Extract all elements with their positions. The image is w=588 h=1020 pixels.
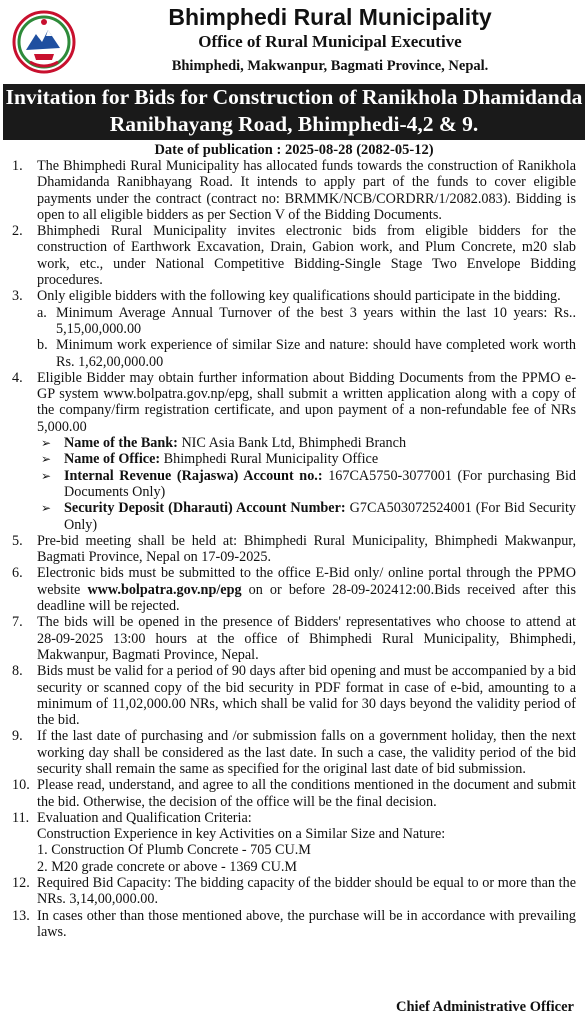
notice-title-banner xyxy=(3,84,585,140)
item-number: 9. xyxy=(12,728,23,745)
list-item xyxy=(0,777,588,810)
item-number: 6. xyxy=(12,565,23,582)
bank-detail-bullet xyxy=(37,468,576,501)
sub-item-letter: a. xyxy=(37,304,47,321)
sub-item xyxy=(37,337,576,370)
list-item xyxy=(0,614,588,663)
office-name: Office of Rural Municipal Executive xyxy=(198,32,462,51)
item-number: 5. xyxy=(12,532,23,549)
list-item xyxy=(0,875,588,908)
item-text: The bids will be opened in the presence of Bidders' representatives who choose to attend at 28-09-2025 13:00 hours at the office of Bhimphedi Rural Municipality, Bhimphedi, Makwanpur, Bagmati Province, Nepal. xyxy=(37,614,576,663)
bullet-label: Name of the Bank: xyxy=(64,435,178,452)
item-text: The Bhimphedi Rural Municipality has allocated funds towards the construction of Ranikhola Dhamidanda Ranibhayang Road. It intends to apply part of the funds to cover eligible payments under the contract (contract no: BRMMK/NCB/CORDRR/1/2082.083). Bidding is open to all eligible bidders as per Section V of the Bidding Documents. xyxy=(37,158,576,223)
item-number: 1. xyxy=(12,158,23,174)
header xyxy=(0,0,588,82)
bullet-value: NIC Asia Bank Ltd, Bhimphedi Branch xyxy=(177,435,407,452)
item-number: 13. xyxy=(12,907,30,924)
list-item xyxy=(0,663,588,728)
bullet-value: 167CA5750-3077001 (For purchasing Bid Documents Only) xyxy=(64,467,576,500)
list-item xyxy=(0,370,588,533)
bank-detail-bullet xyxy=(37,500,576,533)
list-item xyxy=(0,288,588,369)
item-text-pre: Electronic bids must be submitted to the office E-Bid only/ online portal through the PPMO website xyxy=(37,565,576,598)
criteria-line: Construction Experience in key Activities on a Similar Size and Nature: xyxy=(37,826,446,843)
bank-detail-bullet xyxy=(37,435,576,451)
item-number: 3. xyxy=(12,288,23,305)
item-number: 4. xyxy=(12,369,23,386)
sub-item-text: Minimum work experience of similar Size and nature: should have completed work worth Rs. 1,62,00,000.00 xyxy=(56,337,576,370)
bullet-label: Security Deposit (Dharauti) Account Number: xyxy=(64,500,346,517)
arrow-bullet-icon: ➢ xyxy=(41,436,52,451)
bullet-value: Bhimphedi Rural Municipality Office xyxy=(160,451,379,468)
item-text: In cases other than those mentioned above, the purchase will be in accordance with prevailing laws. xyxy=(37,907,576,940)
list-item xyxy=(0,728,588,777)
item-text: Pre-bid meeting shall be held at: Bhimphedi Rural Municipality, Bhimphedi Makwanpur, Bagmati Province, Nepal on 17-09-2025. xyxy=(37,532,576,566)
list-item xyxy=(0,565,588,614)
item-text-post: on or before 28-09-202412:00.Bids received after this deadline will be rejected. xyxy=(37,581,576,615)
list-item xyxy=(0,533,588,566)
bullet-label: Internal Revenue (Rajaswa) Account no.: xyxy=(64,467,323,484)
bullet-value: G7CA503072524001 (For Bid Security Only) xyxy=(64,500,577,533)
item-text: Eligible Bidder may obtain further information about Bidding Documents from the PPMO e-GP system www.bolpatra.gov.np/epg, shall submit a written application along with a copy of the company/firm registration certificate, and upon payment of a non-refundable fee of NRs 5,000.00 xyxy=(37,369,576,435)
criteria-line: 1. Construction Of Plumb Concrete - 705 CU.M xyxy=(37,842,311,859)
item-number: 7. xyxy=(12,614,23,631)
list-item xyxy=(0,158,588,223)
criteria-line: 2. M20 grade concrete or above - 1369 CU.M xyxy=(37,858,298,875)
bolpatra-link[interactable]: www.bolpatra.gov.np/epg xyxy=(87,581,242,598)
item-text: If the last date of purchasing and /or submission falls on a government holiday, then the next working day shall be considered as the last date. In such a case, the validity period of the bid security shall remain the same as specified for the original last date of bid submission. xyxy=(37,728,576,777)
notice-title-line-2: Ranibhayang Road, Bhimphedi-4,2 & 9. xyxy=(109,112,479,136)
notice-title-line-1: Invitation for Bids for Construction of Ranikhola Dhamidanda xyxy=(5,85,583,109)
arrow-bullet-icon: ➢ xyxy=(41,452,52,467)
bank-detail-bullet xyxy=(37,451,576,467)
terms-list xyxy=(0,158,588,940)
list-item xyxy=(0,223,588,288)
item-number: 2. xyxy=(12,223,23,240)
arrow-bullet-icon: ➢ xyxy=(41,468,52,483)
item-text: Evaluation and Qualification Criteria: xyxy=(37,809,252,826)
arrow-bullet-icon: ➢ xyxy=(41,501,52,516)
sub-item xyxy=(37,305,576,338)
item-number: 11. xyxy=(12,809,30,826)
item-number: 8. xyxy=(12,663,23,680)
office-address: Bhimphedi, Makwanpur, Bagmati Province, Nepal. xyxy=(171,58,489,74)
nepal-government-emblem-icon xyxy=(12,10,76,74)
item-text: Only eligible bidders with the following key qualifications should participate in the bidding. xyxy=(37,288,561,305)
sub-item-letter: b. xyxy=(37,337,48,354)
bullet-label: Name of Office: xyxy=(64,451,161,468)
list-item xyxy=(0,810,588,875)
item-text: Required Bid Capacity: The bidding capacity of the bidder should be equal to or more than the NRs. 3,14,00,000.00. xyxy=(37,875,576,908)
publication-date: Date of publication : 2025-08-28 (2082-05-12) xyxy=(154,142,434,158)
item-text: Bids must be valid for a period of 90 days after bid opening and must be accompanied by a bid security or scanned copy of the bid security in PDF format in case of e-bid, amounting to a minimum of 11,02,000.00 NRs, which shall be valid for 30 days beyond the validity period of the bid. xyxy=(37,663,576,729)
sub-item-text: Minimum Average Annual Turnover of the best 3 years within the last 10 years: Rs.. 5,15,00,000.00 xyxy=(56,304,576,337)
list-item xyxy=(0,908,588,941)
item-text: Please read, understand, and agree to all the conditions mentioned in the document and submit the bid. Otherwise, the decision of the office will be the final decision. xyxy=(37,777,576,810)
municipality-name: Bhimphedi Rural Municipality xyxy=(168,4,492,30)
item-number: 10. xyxy=(12,777,30,794)
item-text: Bhimphedi Rural Municipality invites electronic bids from eligible bidders for the construction of Earthwork Excavation, Drain, Gabion work, and Plum Concrete, m20 slab work, etc., under National Competitive Bidding-Single Stage Two Envelope Bidding procedures. xyxy=(37,223,576,289)
item-number: 12. xyxy=(12,875,30,892)
signature-title: Chief Administrative Officer xyxy=(396,999,574,1015)
